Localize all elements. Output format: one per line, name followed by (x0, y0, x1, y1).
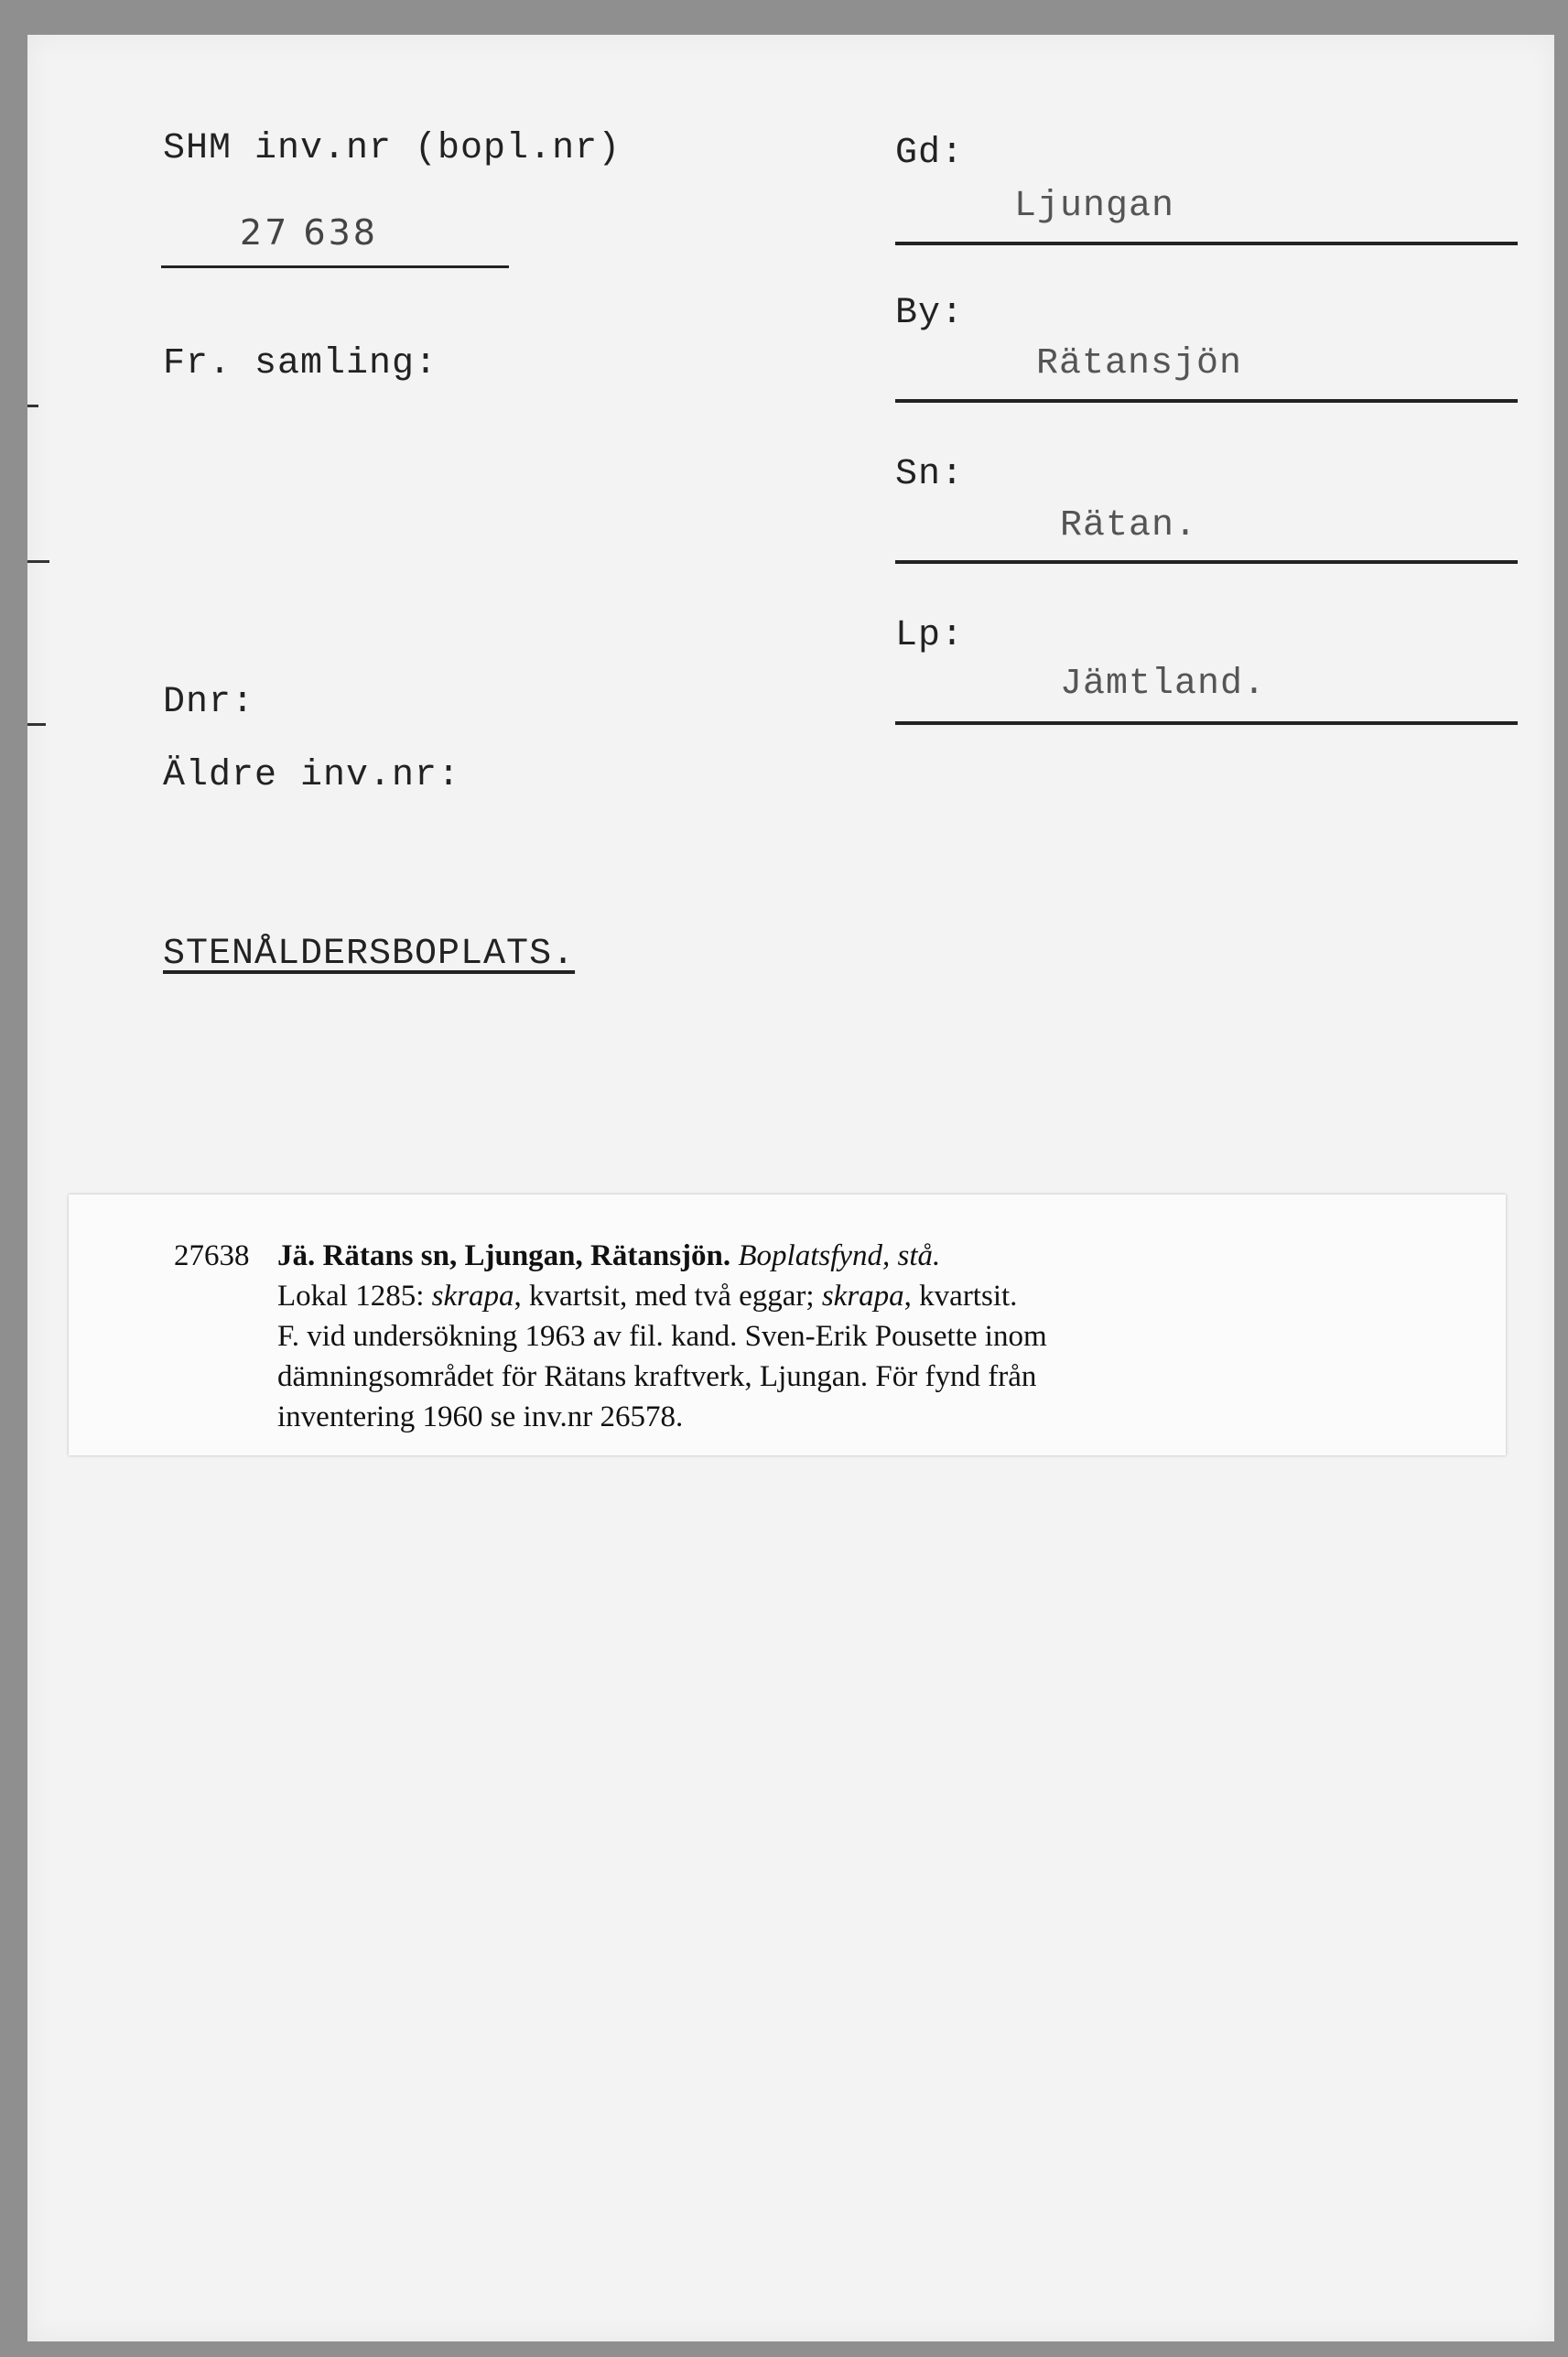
fr-samling-label: Fr. samling: (163, 343, 438, 384)
shm-inv-value: 27 638 (240, 212, 378, 253)
sn-label: Sn: (895, 454, 965, 495)
gd-label: Gd: (895, 133, 965, 174)
slip-find-type: Boplatsfynd, stå. (738, 1239, 941, 1272)
slip-line-2-mid: , kvartsit, med två eggar; (514, 1280, 822, 1313)
slip-line-2-it2: skrapa (821, 1280, 904, 1313)
pasted-catalog-slip (69, 1195, 1506, 1455)
dnr-label: Dnr: (163, 682, 255, 723)
lp-label: Lp: (895, 615, 965, 656)
sn-value: Rätan. (1060, 505, 1198, 546)
by-rule (895, 399, 1518, 403)
slip-line-2-pre: Lokal 1285: (277, 1280, 432, 1313)
slip-place: Jä. Rätans sn, Ljungan, Rätansjön. (277, 1239, 731, 1272)
edge-mark (27, 723, 46, 726)
slip-line-4: dämningsområdet för Rätans kraftverk, Ljungan. För fynd från (277, 1360, 1037, 1393)
slip-line-2-it1: skrapa (431, 1280, 514, 1313)
slip-line-3: F. vid undersökning 1963 av fil. kand. Sven-Erik Pousette inom (277, 1320, 1047, 1353)
gd-value: Ljungan (1014, 186, 1175, 227)
slip-line-2 (277, 1276, 1467, 1316)
slip-line-5: inventering 1960 se inv.nr 26578. (277, 1400, 684, 1433)
aldre-inv-label: Äldre inv.nr: (163, 755, 461, 796)
edge-mark (27, 560, 49, 563)
category-heading: STENÅLDERSBOPLATS. (163, 934, 576, 975)
slip-inv-nr: 27638 (174, 1239, 250, 1272)
shm-inv-label: SHM inv.nr (bopl.nr) (163, 128, 622, 169)
sn-rule (895, 560, 1518, 564)
slip-line-1 (277, 1236, 1467, 1276)
edge-mark (27, 405, 38, 407)
lp-rule (895, 721, 1518, 725)
gd-rule (895, 242, 1518, 245)
by-value: Rätansjön (1036, 343, 1243, 384)
shm-inv-underline (161, 265, 509, 268)
by-label: By: (895, 293, 965, 334)
slip-text (277, 1236, 1467, 1437)
slip-line-2-post: , kvartsit. (903, 1280, 1018, 1313)
lp-value: Jämtland. (1060, 664, 1267, 705)
